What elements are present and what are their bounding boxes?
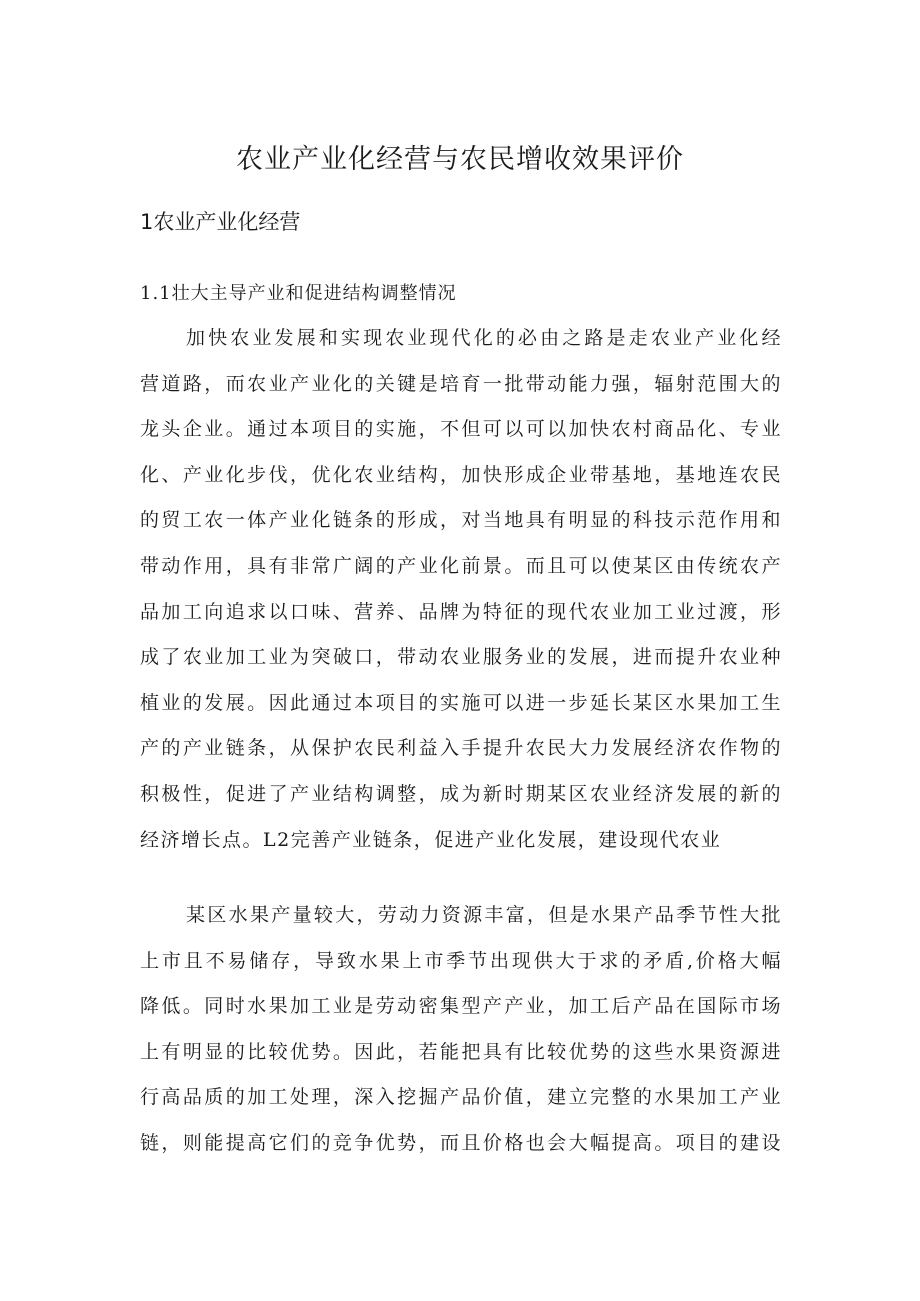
paragraph-line: 经济增长点。L2完善产业链条，促进产业化发展，建设现代农业: [140, 828, 722, 851]
section-1-heading: 1农业产业化经营: [140, 210, 301, 234]
paragraph-line: 积极性，促进了产业结构调整，成为新时期某区农业经济发展的新的: [140, 782, 782, 805]
paragraph-line: 链，则能提高它们的竞争优势，而且价格也会大幅提高。项目的建设: [140, 1131, 782, 1154]
paragraph-line: 降低。同时水果加工业是劳动密集型产产业，加工后产品在国际市场: [140, 995, 782, 1018]
paragraph-line: 成了农业加工业为突破口，带动农业服务业的发展，进而提升农业种: [140, 646, 782, 669]
paragraph-line: 品加工向追求以口味、营养、品牌为特征的现代农业加工业过渡，形: [140, 600, 782, 623]
paragraph-line: 上市且不易储存，导致水果上市季节出现供大于求的矛盾,价格大幅: [140, 949, 782, 972]
paragraph-line: 行高品质的加工处理，深入挖掘产品价值，建立完整的水果加工产业: [140, 1086, 782, 1109]
paragraph-line: 带动作用，具有非常广阔的产业化前景。而且可以使某区由传统农产: [140, 554, 782, 577]
paragraph-line: 加快农业发展和实现农业现代化的必由之路是走农业产业化经: [186, 327, 782, 349]
document-title: 农业产业化经营与农民增收效果评价: [236, 144, 684, 175]
paragraph-line: 营道路，而农业产业化的关键是培育一批带动能力强，辐射范围大的: [140, 372, 782, 395]
paragraph-line: 龙头企业。通过本项目的实施，不但可以可以加快农村商品化、专业: [140, 418, 782, 441]
paragraph-line: 的贸工农一体产业化链条的形成，对当地具有明显的科技示范作用和: [140, 509, 782, 532]
section-1-1-heading: 1.1壮大主导产业和促进结构调整情况: [140, 283, 457, 304]
paragraph-line: 化、产业化步伐，优化农业结构，加快形成企业带基地，基地连农民: [140, 463, 782, 486]
paragraph-line: 某区水果产量较大，劳动力资源丰富，但是水果产品季节性大批: [186, 904, 782, 926]
paragraph-line: 植业的发展。因此通过本项目的实施可以进一步延长某区水果加工生: [140, 691, 782, 714]
paragraph-line: 产的产业链条，从保护农民利益入手提升农民大力发展经济农作物的: [140, 737, 782, 760]
paragraph-1: [140, 316, 782, 863]
paragraph-line: 上有明显的比较优势。因此，若能把具有比较优势的这些水果资源进: [140, 1040, 782, 1063]
paragraph-2: [140, 893, 782, 1167]
